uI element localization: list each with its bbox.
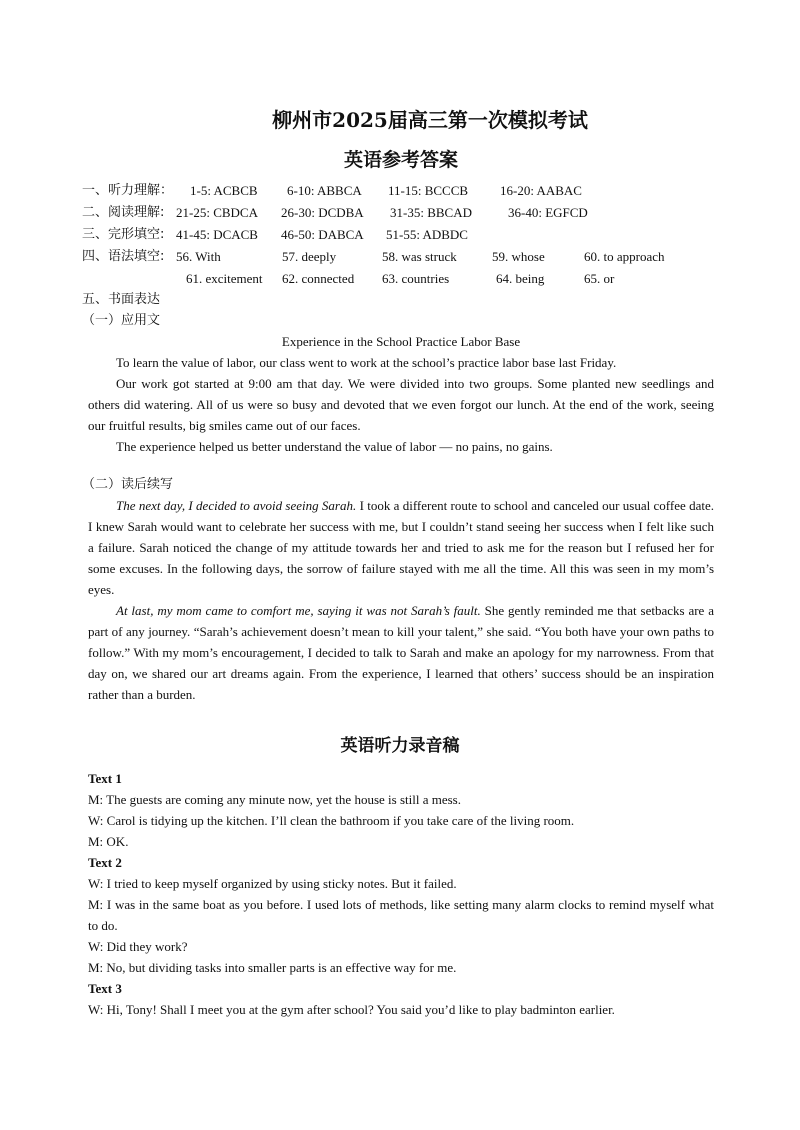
answer-item: 56. With xyxy=(176,249,221,264)
paragraph-lead-sentence: The next day, I decided to avoid seeing Sarah. xyxy=(116,498,357,513)
paragraph-lead-sentence: At last, my mom came to comfort me, saying it was not Sarah’s fault. xyxy=(116,603,481,618)
answer-item: 61. excitement xyxy=(186,271,263,286)
answer-group: 1-5: ACBCB xyxy=(190,183,258,198)
transcript-line: M: I was in the same boat as you before. I used lots of methods, like setting many alarm clocks to remind myself what to do. xyxy=(88,897,714,933)
reading-answers-row xyxy=(82,202,728,224)
transcript-line: M: No, but dividing tasks into smaller parts is an effective way for me. xyxy=(88,960,457,975)
writing-part1-label: （一）应用文 xyxy=(82,313,161,328)
essay-paragraph: To learn the value of labor, our class went to work at the school’s practice labor base last Friday. xyxy=(116,355,617,370)
answer-item: 64. being xyxy=(496,271,545,286)
answer-item: 57. deeply xyxy=(282,249,337,264)
answer-group: 46-50: DABCA xyxy=(281,227,364,242)
cloze-answers-row xyxy=(82,224,728,246)
continuation-paragraph-2 xyxy=(88,600,714,705)
transcript-text-label: Text 2 xyxy=(88,855,122,870)
answer-group: 31-35: BBCAD xyxy=(390,205,472,220)
writing-section-label: 五、书面表达 xyxy=(82,292,161,307)
answer-item: 58. was struck xyxy=(382,249,457,264)
grammar-answers-row-1 xyxy=(82,246,728,268)
answer-group: 11-15: BCCCB xyxy=(388,183,469,198)
transcript-line: W: I tried to keep myself organized by using sticky notes. But it failed. xyxy=(88,876,457,891)
cloze-label: 三、完形填空: xyxy=(82,227,165,242)
answer-group: 41-45: DCACB xyxy=(176,227,258,242)
answer-group: 16-20: AABAC xyxy=(500,183,582,198)
essay-paragraph: Our work got started at 9:00 am that day. We were divided into two groups. Some planted new seedlings and others did watering. All of us were so busy and devoted that we even forgot our lunch. At the end of the work, seeing our fruitful results, big smiles came out of our faces. xyxy=(88,376,714,433)
transcript-text-label: Text 3 xyxy=(88,981,122,996)
answer-item: 59. whose xyxy=(492,249,545,264)
listening-answers-row xyxy=(82,180,728,202)
exam-title: 柳州市2025届高三第一次模拟考试 xyxy=(272,108,588,132)
transcript-line: M: OK. xyxy=(88,834,129,849)
essay-paragraph: The experience helped us better understand the value of labor — no pains, no gains. xyxy=(116,439,553,454)
essay-title: Experience in the School Practice Labor Base xyxy=(281,334,521,349)
paragraph-body: She gently reminded me that setbacks are a part of any journey. “Sarah’s achievement doesn’t mean to kill your talent,” she said. “You both have your own paths to follow.” With my mom’s encouragement, I decided to talk to Sarah and make an apology for my narrowness. From that day on, we shared our art dreams again. From the experience, I learned that others’ success should be an inspiration rather than a burden. xyxy=(88,603,714,702)
answer-group: 26-30: DCDBA xyxy=(281,205,364,220)
answer-item: 65. or xyxy=(584,271,615,286)
answer-item: 60. to approach xyxy=(584,249,665,264)
transcript-line: W: Carol is tidying up the kitchen. I’ll clean the bathroom if you take care of the living room. xyxy=(88,813,575,828)
transcript-line: M: The guests are coming any minute now, yet the house is still a mess. xyxy=(88,792,461,807)
answer-group: 36-40: EGFCD xyxy=(508,205,588,220)
grammar-label: 四、语法填空: xyxy=(82,249,165,264)
answer-group: 21-25: CBDCA xyxy=(176,205,258,220)
paragraph-body: I took a different route to school and canceled our usual coffee date. I knew Sarah would want to celebrate her success with me, but I couldn’t stand seeing her success when I felt like such a failure. Sarah noticed the change of my attitude towards her and tried to ask me for the reason but I refused her for some excuses. In the following days, the sorrow of failure stayed with me all the time. All this was seen in my mom’s eyes. xyxy=(88,498,714,597)
writing-part2-label: （二）读后续写 xyxy=(82,477,174,492)
answer-group: 6-10: ABBCA xyxy=(287,183,362,198)
answer-key-title: 英语参考答案 xyxy=(343,149,458,171)
answer-item: 62. connected xyxy=(282,271,355,286)
writing-section xyxy=(82,289,714,457)
continuation-writing-section xyxy=(82,474,714,705)
transcript-line: W: Did they work? xyxy=(88,939,188,954)
listening-label: 一、听力理解： xyxy=(82,183,174,198)
transcript-text-label: Text 1 xyxy=(88,771,122,786)
listening-transcript-title: 英语听力录音稿 xyxy=(340,736,460,756)
transcript-line: W: Hi, Tony! Shall I meet you at the gym after school? You said you’d like to play badminton earlier. xyxy=(88,1002,615,1017)
answer-item: 63. countries xyxy=(382,271,450,286)
listening-transcript xyxy=(88,768,714,1020)
continuation-paragraph-1 xyxy=(88,495,714,600)
reading-label: 二、阅读理解: xyxy=(82,205,165,220)
grammar-answers-row-2 xyxy=(88,268,728,290)
answer-group: 51-55: ADBDC xyxy=(386,227,468,242)
answer-key xyxy=(82,180,728,290)
